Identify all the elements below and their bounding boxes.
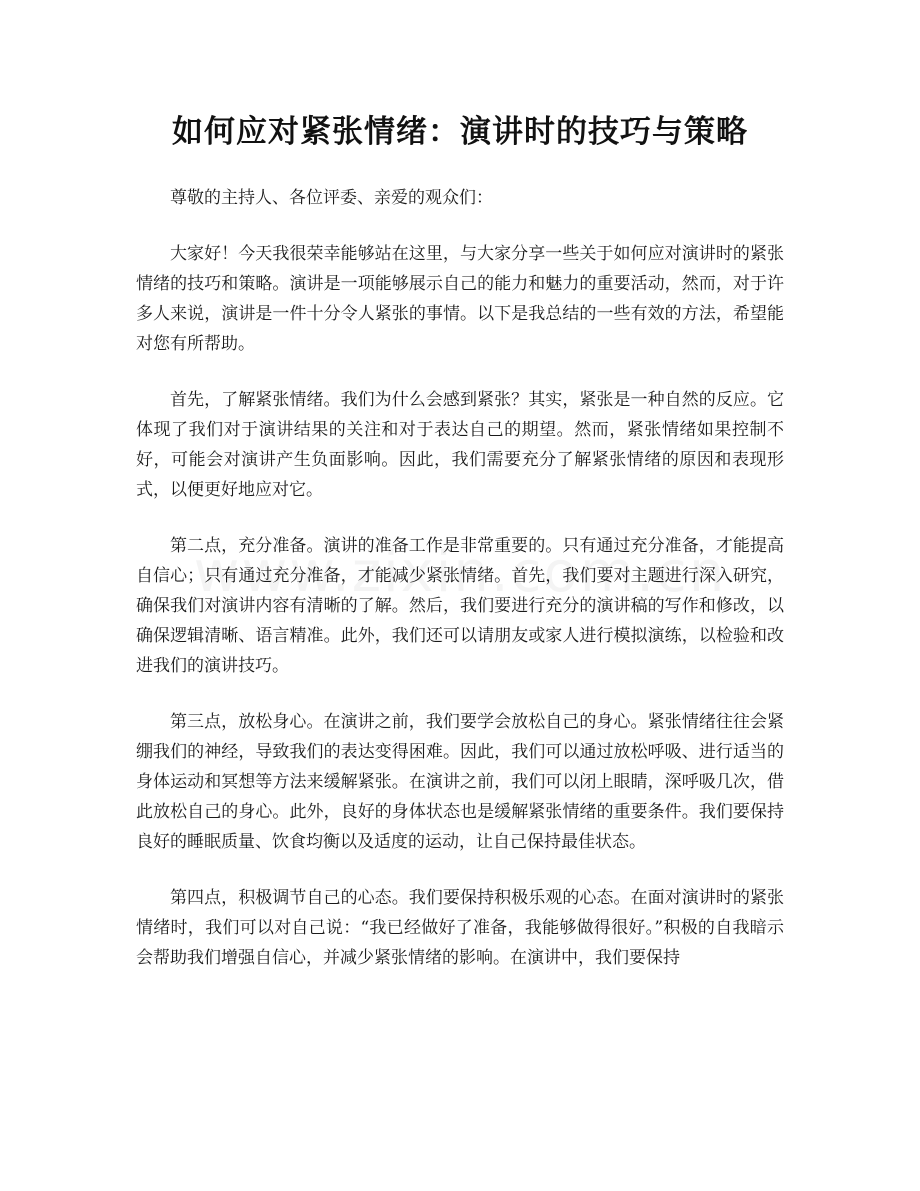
document-title: 如何应对紧张情绪：演讲时的技巧与策略 (172, 114, 748, 150)
point-four-paragraph: 第四点，积极调节自己的心态。我们要保持积极乐观的心态。在面对演讲时的紧张情绪时，我们可以对自己说：“我已经做好了准备，我能够做得很好。”积极的自我暗示会帮助我们增强自信心，并减少紧张情绪的影响。在演讲中，我们要保持 (136, 888, 784, 968)
point-two-paragraph: 第二点，充分准备。演讲的准备工作是非常重要的。只有通过充分准备，才能提高自信心；只有通过充分准备，才能减少紧张情绪。首先，我们要对主题进行深入研究，确保我们对演讲内容有清晰的了解。然后，我们要进行充分的演讲稿的写作和修改，以确保逻辑清晰、语言精准。此外，我们还可以请朋友或家人进行模拟演练，以检验和改进我们的演讲技巧。 (136, 536, 784, 676)
greeting-paragraph: 尊敬的主持人、各位评委、亲爱的观众们： (170, 188, 493, 208)
point-one-paragraph: 首先，了解紧张情绪。我们为什么会感到紧张？其实，紧张是一种自然的反应。它体现了我们对于演讲结果的关注和对于表达自己的期望。然而，紧张情绪如果控制不好，可能会对演讲产生负面影响。因此，我们需要充分了解紧张情绪的原因和表现形式，以便更好地应对它。 (136, 390, 784, 500)
intro-paragraph: 大家好！今天我很荣幸能够站在这里，与大家分享一些关于如何应对演讲时的紧张情绪的技巧和策略。演讲是一项能够展示自己的能力和魅力的重要活动，然而，对于许多人来说，演讲是一件十分令人紧张的事情。以下是我总结的一些有效的方法，希望能对您有所帮助。 (136, 244, 784, 354)
point-three-paragraph: 第三点，放松身心。在演讲之前，我们要学会放松自己的身心。紧张情绪往往会紧绷我们的神经，导致我们的表达变得困难。因此，我们可以通过放松呼吸、进行适当的身体运动和冥想等方法来缓解紧张。在演讲之前，我们可以闭上眼睛，深呼吸几次，借此放松自己的身心。此外，良好的身体状态也是缓解紧张情绪的重要条件。我们要保持良好的睡眠质量、饮食均衡以及适度的运动，让自己保持最佳状态。 (136, 712, 784, 852)
document-body (136, 183, 784, 999)
